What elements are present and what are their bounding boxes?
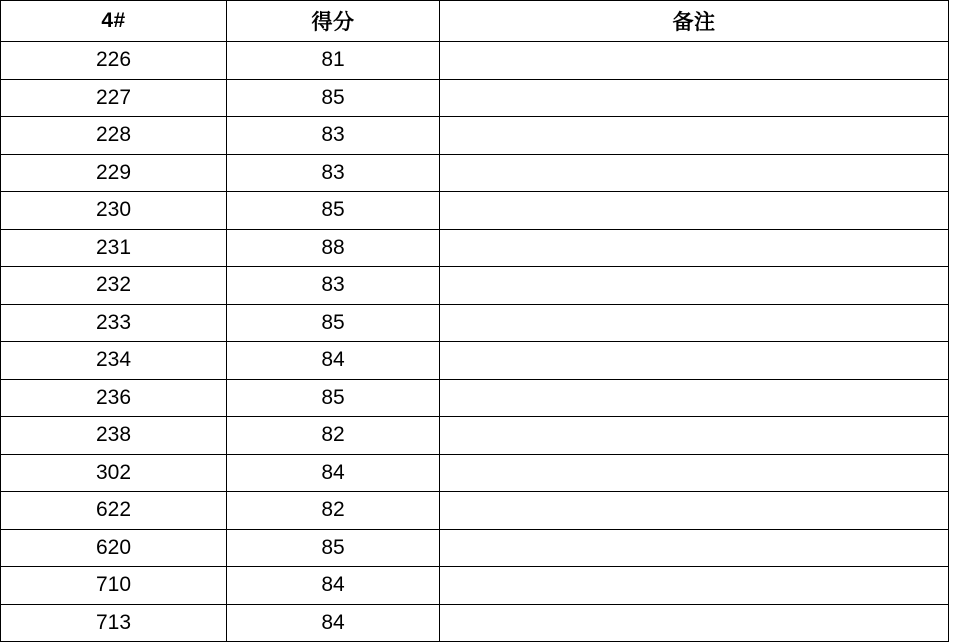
cell-note [440,492,949,530]
cell-score: 85 [227,192,440,230]
cell-score: 84 [227,454,440,492]
cell-note [440,154,949,192]
cell-score: 85 [227,529,440,567]
table-row [1,267,949,305]
table-row [1,117,949,155]
table-row [1,529,949,567]
cell-score: 81 [227,42,440,80]
cell-score: 82 [227,417,440,455]
cell-id: 229 [1,154,227,192]
cell-note [440,454,949,492]
table-row [1,79,949,117]
cell-note [440,417,949,455]
table-row [1,192,949,230]
cell-score: 84 [227,567,440,605]
cell-id: 236 [1,379,227,417]
cell-note [440,567,949,605]
cell-id: 232 [1,267,227,305]
cell-note [440,379,949,417]
cell-score: 83 [227,117,440,155]
cell-note [440,117,949,155]
cell-note [440,192,949,230]
column-header-note: 备注 [440,1,949,42]
table-row [1,379,949,417]
table-row [1,42,949,80]
cell-id: 620 [1,529,227,567]
cell-id: 238 [1,417,227,455]
cell-note [440,79,949,117]
cell-score: 82 [227,492,440,530]
cell-id: 234 [1,342,227,380]
cell-score: 83 [227,267,440,305]
cell-note [440,604,949,642]
cell-id: 710 [1,567,227,605]
cell-score: 83 [227,154,440,192]
cell-id: 226 [1,42,227,80]
cell-note [440,304,949,342]
table-row [1,342,949,380]
cell-id: 233 [1,304,227,342]
cell-note [440,342,949,380]
cell-id: 227 [1,79,227,117]
column-header-score: 得分 [227,1,440,42]
cell-id: 230 [1,192,227,230]
table-row [1,417,949,455]
table-body [1,42,949,642]
column-header-id: 4# [1,1,227,42]
cell-id: 302 [1,454,227,492]
table-row [1,604,949,642]
cell-note [440,267,949,305]
cell-score: 85 [227,379,440,417]
cell-note [440,529,949,567]
cell-note [440,42,949,80]
cell-score: 84 [227,604,440,642]
table-row [1,229,949,267]
table-header-row [1,1,949,42]
cell-id: 231 [1,229,227,267]
cell-score: 84 [227,342,440,380]
table-row [1,454,949,492]
cell-note [440,229,949,267]
table-row [1,492,949,530]
cell-id: 228 [1,117,227,155]
cell-score: 88 [227,229,440,267]
table-row [1,154,949,192]
table-header [1,1,949,42]
table-row [1,304,949,342]
cell-score: 85 [227,304,440,342]
cell-score: 85 [227,79,440,117]
cell-id: 622 [1,492,227,530]
table-row [1,567,949,605]
cell-id: 713 [1,604,227,642]
